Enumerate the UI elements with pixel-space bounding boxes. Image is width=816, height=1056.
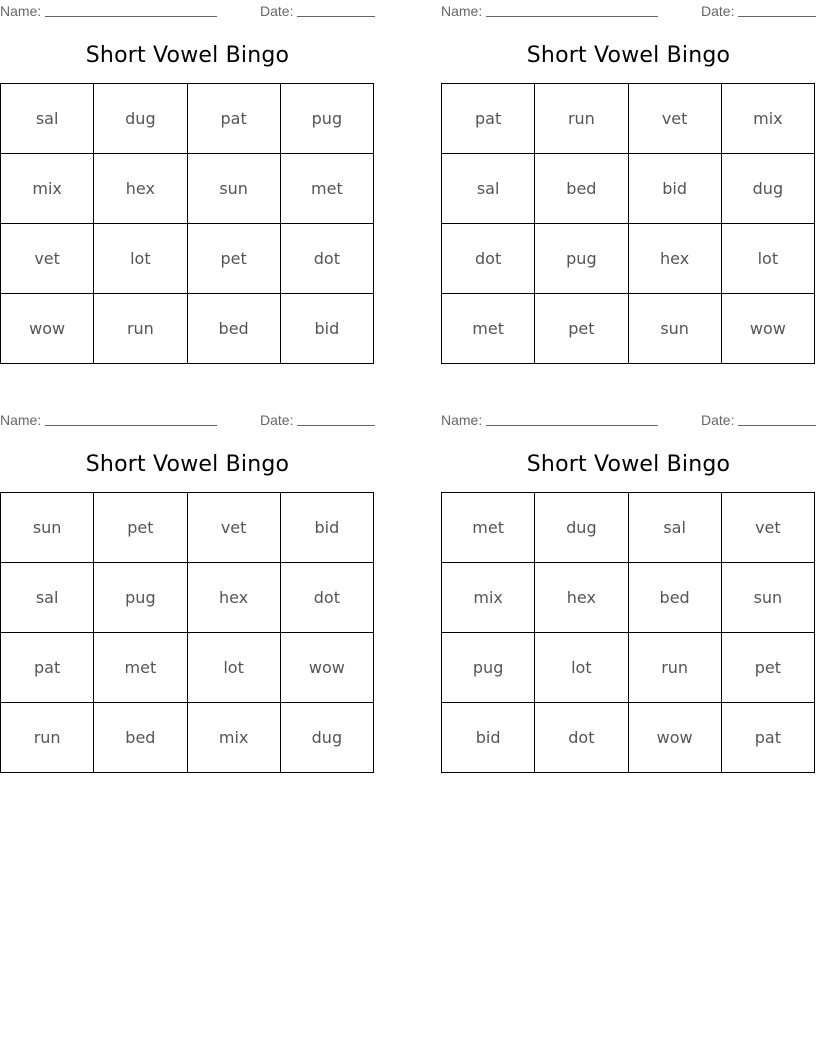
card-title: Short Vowel Bingo: [85, 452, 290, 477]
grid-row: [442, 224, 815, 294]
grid-row: [1, 224, 374, 294]
grid-row: [442, 84, 815, 154]
name-label: Name:: [441, 412, 483, 428]
card-title: Short Vowel Bingo: [526, 43, 731, 68]
grid-row: [442, 493, 815, 563]
grid-row: [1, 563, 374, 633]
grid-cell: mix: [187, 703, 280, 773]
date-label: Date:: [701, 412, 735, 428]
grid-row: [442, 703, 815, 773]
grid-row: [1, 493, 374, 563]
date-label: Date:: [701, 3, 735, 19]
grid-row: [442, 563, 815, 633]
grid-cell: wow: [1, 294, 94, 364]
grid-cell: dot: [535, 703, 628, 773]
date-label: Date:: [260, 412, 294, 428]
grid-cell: dot: [442, 224, 535, 294]
bingo-grid: [441, 83, 815, 364]
name-label: Name:: [441, 3, 483, 19]
name-date-line: [441, 412, 816, 428]
grid-cell: met: [280, 154, 373, 224]
grid-cell: wow: [721, 294, 814, 364]
bingo-grid: [441, 492, 815, 773]
grid-cell: run: [1, 703, 94, 773]
name-blank: [45, 412, 217, 426]
name-label: Name:: [0, 412, 42, 428]
grid-cell: bid: [442, 703, 535, 773]
grid-cell: mix: [442, 563, 535, 633]
grid-cell: sal: [1, 84, 94, 154]
grid-row: [442, 633, 815, 703]
grid-row: [1, 703, 374, 773]
grid-cell: sun: [721, 563, 814, 633]
grid-cell: lot: [94, 224, 187, 294]
grid-cell: pet: [187, 224, 280, 294]
grid-cell: bed: [187, 294, 280, 364]
name-blank: [486, 412, 658, 426]
grid-cell: bed: [628, 563, 721, 633]
name-blank: [486, 3, 658, 17]
grid-cell: met: [442, 294, 535, 364]
grid-cell: dug: [535, 493, 628, 563]
card-title: Short Vowel Bingo: [85, 43, 290, 68]
grid-row: [1, 154, 374, 224]
grid-cell: dug: [280, 703, 373, 773]
grid-cell: pug: [442, 633, 535, 703]
grid-cell: vet: [721, 493, 814, 563]
grid-cell: pet: [94, 493, 187, 563]
grid-cell: pat: [442, 84, 535, 154]
grid-cell: run: [94, 294, 187, 364]
grid-cell: bid: [280, 493, 373, 563]
grid-cell: run: [628, 633, 721, 703]
grid-cell: pug: [535, 224, 628, 294]
grid-row: [442, 294, 815, 364]
grid-cell: pat: [721, 703, 814, 773]
grid-cell: vet: [187, 493, 280, 563]
grid-cell: hex: [94, 154, 187, 224]
name-blank: [45, 3, 217, 17]
date-blank: [297, 412, 375, 426]
date-blank: [738, 3, 816, 17]
grid-cell: bed: [94, 703, 187, 773]
grid-cell: lot: [187, 633, 280, 703]
grid-cell: pat: [1, 633, 94, 703]
grid-cell: lot: [721, 224, 814, 294]
name-label: Name:: [0, 3, 42, 19]
bingo-card-4: [441, 409, 816, 774]
grid-cell: vet: [1, 224, 94, 294]
grid-cell: vet: [628, 84, 721, 154]
name-date-line: [0, 412, 375, 428]
grid-row: [1, 633, 374, 703]
name-date-line: [0, 3, 375, 19]
grid-cell: pat: [187, 84, 280, 154]
grid-cell: sun: [187, 154, 280, 224]
grid-cell: hex: [187, 563, 280, 633]
grid-cell: dug: [721, 154, 814, 224]
grid-cell: pug: [280, 84, 373, 154]
grid-cell: pet: [721, 633, 814, 703]
grid-cell: sal: [442, 154, 535, 224]
grid-cell: bid: [280, 294, 373, 364]
date-label: Date:: [260, 3, 294, 19]
bingo-card-2: [441, 0, 816, 365]
bingo-grid: [0, 492, 374, 773]
grid-row: [442, 154, 815, 224]
grid-cell: dot: [280, 224, 373, 294]
name-date-line: [441, 3, 816, 19]
grid-cell: sal: [628, 493, 721, 563]
grid-cell: met: [442, 493, 535, 563]
grid-cell: sun: [628, 294, 721, 364]
grid-cell: wow: [628, 703, 721, 773]
grid-row: [1, 294, 374, 364]
grid-cell: hex: [628, 224, 721, 294]
bingo-card-3: [0, 409, 375, 774]
grid-cell: dot: [280, 563, 373, 633]
grid-cell: run: [535, 84, 628, 154]
date-blank: [297, 3, 375, 17]
grid-cell: sal: [1, 563, 94, 633]
card-title: Short Vowel Bingo: [526, 452, 731, 477]
grid-cell: lot: [535, 633, 628, 703]
grid-cell: pug: [94, 563, 187, 633]
grid-cell: sun: [1, 493, 94, 563]
grid-cell: wow: [280, 633, 373, 703]
date-blank: [738, 412, 816, 426]
grid-cell: bed: [535, 154, 628, 224]
grid-cell: mix: [721, 84, 814, 154]
grid-cell: pet: [535, 294, 628, 364]
grid-row: [1, 84, 374, 154]
grid-cell: bid: [628, 154, 721, 224]
grid-cell: met: [94, 633, 187, 703]
bingo-grid: [0, 83, 374, 364]
grid-cell: dug: [94, 84, 187, 154]
grid-cell: hex: [535, 563, 628, 633]
bingo-card-1: [0, 0, 375, 365]
grid-cell: mix: [1, 154, 94, 224]
